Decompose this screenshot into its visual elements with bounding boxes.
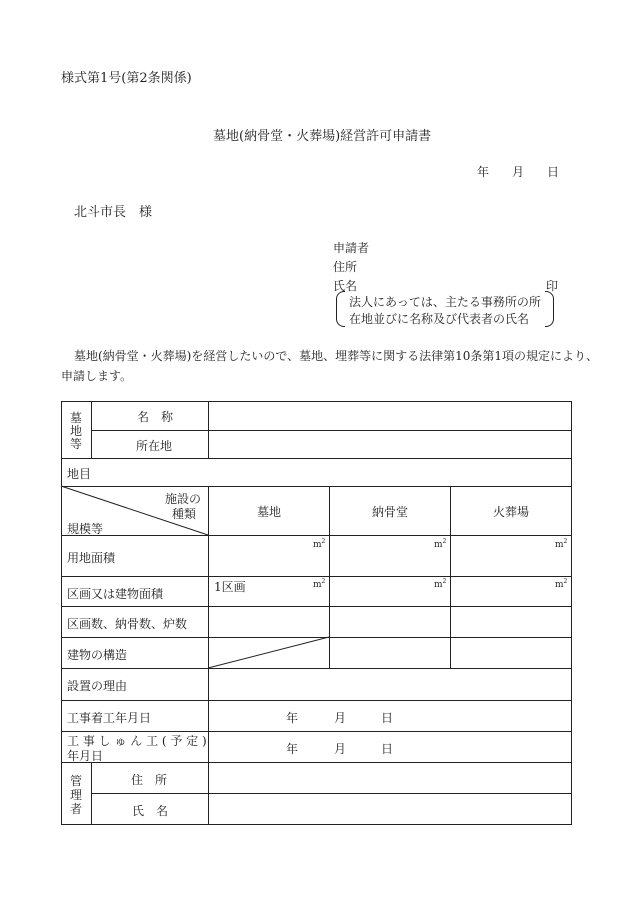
corner-scale-label: 規模等 [67, 522, 104, 536]
unit-square-meter: $m^2$ [555, 578, 568, 590]
cemetery-group-char: 墓 [70, 411, 83, 425]
unit-square-meter: $m^2$ [434, 578, 447, 590]
reason-label: 設置の理由 [67, 679, 128, 693]
manager-address-label: 住 所 [131, 773, 168, 787]
applicant-address-label: 住所 [333, 260, 358, 274]
manager-group-char: 理 [70, 788, 83, 802]
land-category-field[interactable] [62, 459, 571, 486]
plot-area-label: 区画又は建物面積 [67, 587, 164, 601]
start-year: 年 [286, 711, 299, 725]
completion-year: 年 [286, 742, 299, 756]
unit-square-meter: $m^2$ [313, 538, 326, 550]
unit-square-meter: $m^2$ [555, 538, 568, 550]
plot-prefix: 1区画 [214, 580, 246, 594]
site-area-label: 用地面積 [67, 551, 116, 565]
completion-day: 日 [381, 742, 394, 756]
date-year: 年 [477, 165, 490, 179]
column-header-cemetery: 墓地 [256, 505, 281, 519]
corner-facility-label: 施設の [165, 492, 202, 506]
manager-group-char: 者 [70, 802, 83, 816]
applicant-note-line1: 法人にあっては、主たる事務所の所 [349, 295, 541, 309]
document-title: 墓地(納骨堂・火葬場)経営許可申請書 [213, 129, 432, 144]
manager-group-char: 管 [70, 774, 83, 788]
seal-mark: 印 [546, 279, 559, 293]
completion-label-line1: 工 事 し ゅ ん 工 ( 予 定 ) [67, 734, 207, 748]
completion-month: 月 [334, 742, 347, 756]
reason-field[interactable] [209, 669, 571, 700]
form-number: 様式第1号(第2条関係) [61, 71, 192, 86]
completion-label-line2: 年月日 [67, 749, 104, 763]
body-text-line2: 申請します。 [61, 369, 133, 383]
column-header-ossuary: 納骨堂 [371, 505, 408, 519]
counts-label: 区画数、納骨数、炉数 [67, 617, 188, 631]
manager-name-label: 氏 名 [132, 804, 169, 818]
structure-label: 建物の構造 [67, 648, 128, 662]
location-label: 所在地 [136, 439, 173, 453]
corner-type-label: 種類 [172, 507, 197, 521]
name-label: 名 称 [137, 410, 174, 424]
column-header-crematorium: 火葬場 [492, 505, 529, 519]
manager-name-field[interactable] [209, 794, 571, 824]
start-day: 日 [381, 711, 394, 725]
cemetery-location-field[interactable] [209, 431, 571, 458]
body-text-line1: 墓地(納骨堂・火葬場)を経営したいので、墓地、埋葬等に関する法律第10条第1項の規定により、 [74, 349, 599, 363]
start-month: 月 [334, 711, 347, 725]
land-category-label: 地目 [67, 467, 92, 481]
addressee: 北斗市長 様 [74, 205, 153, 220]
applicant-name-label: 氏名 [333, 279, 358, 293]
date-month: 月 [512, 165, 525, 179]
manager-address-field[interactable] [209, 763, 571, 793]
date-day: 日 [547, 165, 560, 179]
construction-start-label: 工事着工年月日 [67, 711, 152, 725]
cemetery-group-char: 地 [70, 424, 83, 438]
unit-square-meter: $m^2$ [313, 578, 326, 590]
applicant-note-line2: 在地並びに名称及び代表者の氏名 [349, 312, 530, 326]
applicant-heading: 申請者 [333, 241, 370, 255]
unit-square-meter: $m^2$ [434, 538, 447, 550]
cemetery-group-char: 等 [70, 437, 83, 451]
cemetery-name-field[interactable] [209, 402, 571, 430]
